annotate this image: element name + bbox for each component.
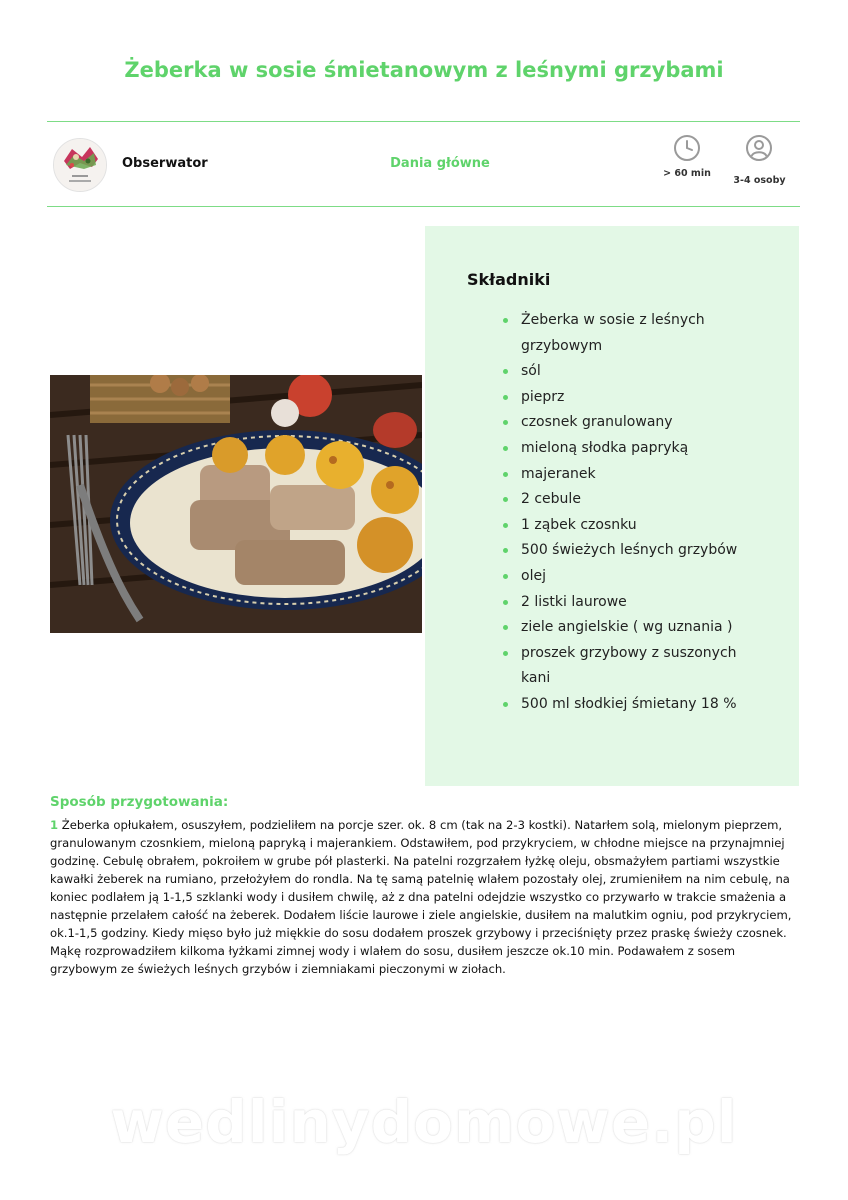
ingredient-item: ziele angielskie ( wg uznania ) [503,615,753,641]
recipe-category[interactable]: Dania główne [390,156,490,171]
ingredient-item: 2 cebule [503,487,753,513]
cooking-time: > 60 min [663,168,711,179]
ingredient-item: olej [503,564,753,590]
ingredient-item: majeranek [503,462,753,488]
ingredient-item: 1 ząbek czosnku [503,513,753,539]
dish-photo [50,375,422,633]
preparation-step [50,816,802,978]
ingredient-item: proszek grzybowy z suszonych kani [503,641,753,692]
watermark: wedlinydomowe.pl [110,1088,738,1156]
ingredient-item: 500 ml słodkiej śmietany 18 % [503,692,753,718]
ingredients-panel [425,226,799,786]
ingredient-item: 2 listki laurowe [503,590,753,616]
step-text: Żeberka opłukałem, osuszyłem, podzieliłem na porcje szer. ok. 8 cm (tak na 2-3 kostki). Natarłem solą, mielonym pieprzem, granulowanym czosnkiem, mieloną papryką i majerankiem. Odstawiłem, pod przykryciem, w chłodne miejsce na przynajmniej godzinę. Cebulę obrałem, pokroiłem w grube pół plasterki. Na patelni rozgrzałem łyżkę oleju, obsmażyłem partiami wszystkie kawałki żeberek na rumiano, przełożyłem do rondla. Na tę samą patelnię wlałem pozostały olej, zrumieniłem na nim cebulę, na koniec podlałem ją 1-1,5 szklanki wody i dusiłem chwilę, aż z dna patelni odejdzie wszystko co przywarło w trakcie smażenia a następnie przelałem całość na żeberek. Dodałem liście laurowe i ziele angielskie, dusiłem na malutkim ogniu, pod przykryciem, ok.1-1,5 godziny. Kiedy mięso było już miękkie do sosu dodałem proszek grzybowy i przeciśnięty przez praskę świeży czosnek. Mąkę rozprowadziłem kilkoma łyżkami zimnej wody i wlałem do sosu, dusiłem jeszcze ok.10 min. Podawałem z sosem grzybowym ze świeżych leśnych grzybów i ziemniakami pieczonymi w ziołach. [50,818,792,976]
ingredient-item: pieprz [503,385,753,411]
author-avatar [53,138,107,192]
servings: 3-4 osoby [733,175,786,186]
ingredient-item: mieloną słodka papryką [503,436,753,462]
ingredient-item: Żeberka w sosie z leśnych grzybowym [503,308,753,359]
ingredients-title: Składniki [467,270,551,289]
ingredient-item: czosnek granulowany [503,410,753,436]
step-number: 1 [50,818,59,832]
recipe-title: Żeberka w sosie śmietanowym z leśnymi grzybami [124,58,724,82]
ingredient-item: sól [503,359,753,385]
person-icon [745,134,773,166]
header-bottom-divider [47,206,800,207]
preparation-title: Sposób przygotowania: [50,794,229,810]
ingredient-item: 500 świeżych leśnych grzybów [503,538,753,564]
clock-icon [673,134,701,166]
header-top-divider [47,121,800,122]
author-name[interactable]: Obserwator [122,156,208,171]
ingredients-list [503,308,753,718]
